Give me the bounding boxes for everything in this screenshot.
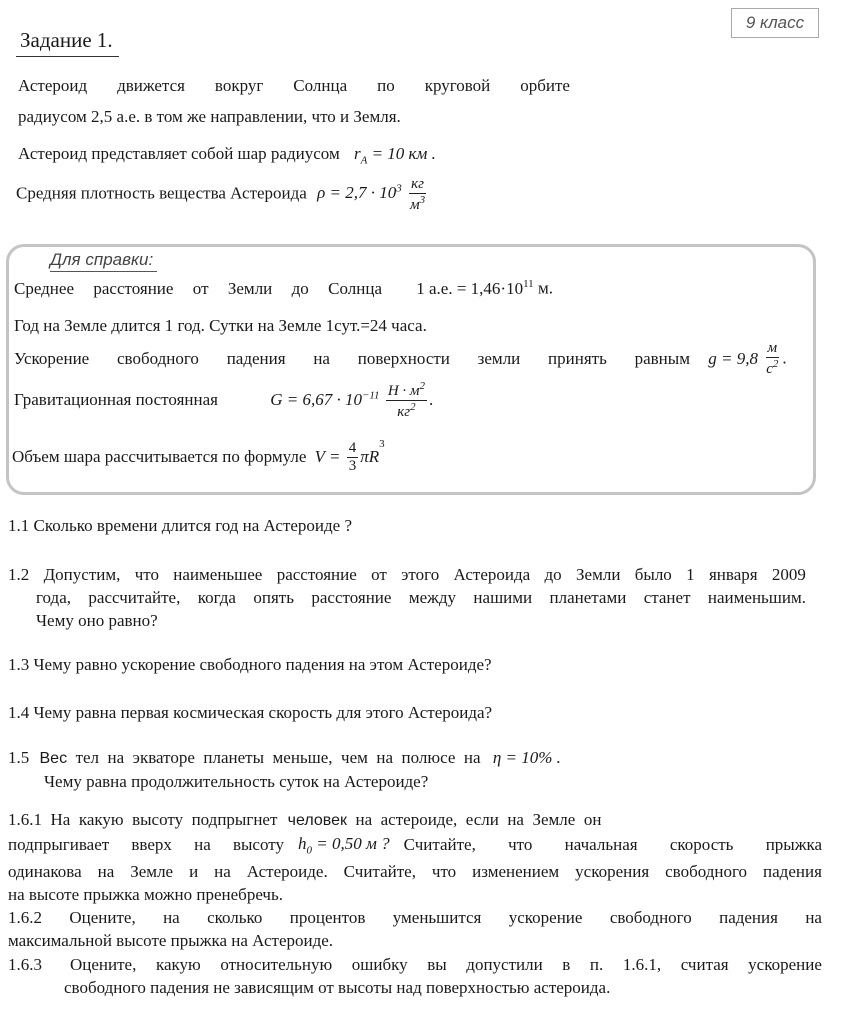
word: рассчитайте,: [88, 588, 181, 607]
word: этого: [401, 565, 440, 584]
word: падения: [719, 908, 778, 927]
word: ускорение: [748, 955, 822, 974]
word: равным: [634, 348, 690, 368]
word: наименьшим.: [707, 588, 806, 607]
reference-line-4: Гравитационная постоянная $G = 6,67 \cdot 10^{-11}$ $\frac{Н \cdot м^2}{кг^2}$ .: [14, 380, 434, 420]
word: какую: [155, 955, 201, 974]
word: Среднее: [14, 278, 74, 298]
word: движется: [117, 76, 185, 95]
grade-label: 9 класс: [731, 8, 819, 38]
question-1-2-line-1: [8, 565, 806, 585]
word: начальная: [564, 835, 638, 855]
word: нашими: [473, 588, 533, 607]
question-1-1: 1.1 Сколько времени длится год на Астероиде ?: [8, 516, 353, 535]
word: ускорение: [508, 908, 583, 927]
intro-line-1: [18, 76, 570, 96]
word: орбите: [520, 76, 570, 95]
word: допустили: [466, 955, 543, 974]
question-1-6-3-line-2: свободного падения не зависящим от высоты над поверхностью астероида.: [64, 978, 611, 997]
word: 1.2: [8, 565, 30, 584]
word: подпрыгивает: [8, 835, 110, 855]
question-1-6-1-line-3: [8, 862, 822, 882]
word: одинакова: [8, 862, 82, 881]
word: свободного: [665, 862, 748, 881]
word: на: [163, 908, 180, 927]
word: до: [544, 565, 562, 584]
word: и: [189, 862, 199, 881]
word: Ускорение: [14, 348, 90, 368]
word: Солнца: [328, 278, 382, 298]
word: расстояние: [93, 278, 174, 298]
word: падения: [226, 348, 286, 368]
word: Астероид: [18, 76, 88, 95]
word: свободного: [117, 348, 199, 368]
word: что: [134, 565, 159, 584]
word: Земли: [576, 565, 621, 584]
word: на: [194, 835, 211, 855]
word: планетами: [549, 588, 627, 607]
word: по: [377, 76, 395, 95]
word: сколько: [207, 908, 263, 927]
reference-line-5: Объем шара рассчитывается по формуле V = $\frac{4}{3}$ $\pi R^3$: [12, 438, 385, 474]
word: ускорения: [575, 862, 650, 881]
word: высоту: [232, 835, 284, 855]
question-1-2-line-2: [36, 588, 806, 608]
word: что: [508, 835, 533, 855]
word: Допустим,: [43, 565, 121, 584]
question-1-3: 1.3 Чему равно ускорение свободного падения на этом Астероиде?: [8, 655, 492, 674]
reference-line-1: Среднее расстояние от Земли до Солнца 1 а.е. = $1,46\cdot 10^{11}$ м.: [14, 278, 553, 298]
question-1-6-1-line-4: на высоте прыжка можно пренебречь.: [8, 885, 283, 904]
word: 1.6.2: [8, 908, 42, 927]
word: земли: [477, 348, 521, 368]
intro-line-4: Средняя плотность вещества Астероида $\rho = 2,7 \cdot 10^3$ $\frac{кг}{м^3}$: [16, 176, 426, 213]
word: января: [708, 565, 758, 584]
word: расстояние: [276, 565, 357, 584]
word: Земле: [130, 862, 174, 881]
word: свободного: [609, 908, 692, 927]
word: падения: [763, 862, 822, 881]
word: было: [634, 565, 672, 584]
word: опять: [253, 588, 294, 607]
reference-title: Для справки:: [50, 250, 157, 272]
word: Земли: [227, 278, 273, 298]
word: на: [97, 862, 115, 881]
word: вверх: [131, 835, 172, 855]
word: уменьшится: [392, 908, 482, 927]
word: 1: [686, 565, 695, 584]
reference-line-2: Год на Земле длится 1 год. Сутки на Земле 1сут.=24 часа.: [14, 316, 427, 335]
word: вокруг: [214, 76, 264, 95]
word: на: [805, 908, 822, 927]
word: 2009: [771, 565, 806, 584]
word: п.: [589, 955, 604, 974]
question-1-4: 1.4 Чему равна первая космическая скорость для этого Астероида?: [8, 703, 493, 722]
word: станет: [643, 588, 691, 607]
word: процентов: [289, 908, 366, 927]
task-title: Задание 1.: [16, 28, 119, 57]
word: в: [562, 955, 571, 974]
question-1-6-1-line-1: 1.6.1 На какую высоту подпрыгнет человек на астероиде, если на Земле он: [8, 810, 602, 829]
word: на: [313, 348, 330, 368]
word: Считайте,: [343, 862, 416, 881]
question-1-5-line-2: Чему равна продолжительность суток на Астероиде?: [44, 772, 429, 791]
word: на: [214, 862, 231, 881]
word: Оцените,: [70, 955, 137, 974]
word: когда: [197, 588, 236, 607]
reference-line-3: Ускорение свободного падения на поверхности земли принять равным g = 9,8 $\frac{м}{с^2}$ .: [14, 340, 787, 377]
word: принять: [548, 348, 607, 368]
question-1-5-line-1: 1.5 Вес тел на экваторе планеты меньше, чем на полюсе на η = 10% .: [8, 748, 561, 767]
word: года,: [36, 588, 72, 607]
question-1-6-1-line-2: подпрыгивает вверх на высоту $h_0 = 0,50$ м ? Считайте, что начальная скорость прыжка: [8, 834, 822, 857]
density-formula: $\rho = 2,7 \cdot 10^3$: [317, 182, 402, 203]
word: Солнца: [293, 76, 348, 95]
word: между: [408, 588, 457, 607]
word: ошибку: [351, 955, 408, 974]
question-1-2-line-3: Чему оно равно?: [36, 611, 158, 630]
word: Считайте,: [403, 835, 476, 855]
question-1-6-3-line-1: 1.6.3 Оцените, какую относительную ошибку вы допустили в п. 1.6.1, считая ускорение: [8, 955, 822, 974]
word: поверхности: [357, 348, 450, 368]
word: круговой: [424, 76, 491, 95]
word: что: [431, 862, 457, 881]
question-1-6-2-line-1: [8, 908, 822, 928]
word: вы: [427, 955, 447, 974]
word: Оцените,: [69, 908, 136, 927]
word: расстояние: [311, 588, 392, 607]
word: от: [371, 565, 387, 584]
word: до: [291, 278, 309, 298]
word: Астероиде.: [246, 862, 328, 881]
word: наименьшее: [173, 565, 263, 584]
word: 1.6.1,: [622, 955, 662, 974]
intro-line-2: радиусом 2,5 а.е. в том же направлении, что и Земля.: [18, 107, 401, 126]
intro-line-3: Астероид представляет собой шар радиусом $r_A = 10$ км .: [18, 144, 436, 167]
word: относительную: [220, 955, 333, 974]
word: скорость: [669, 835, 734, 855]
word: прыжка: [765, 835, 822, 855]
word: от: [192, 278, 209, 298]
word: считая: [680, 955, 729, 974]
word: Астероида: [453, 565, 531, 584]
question-1-6-2-line-2: максимальной высоте прыжка на Астероиде.: [8, 931, 334, 950]
word: изменением: [472, 862, 560, 881]
